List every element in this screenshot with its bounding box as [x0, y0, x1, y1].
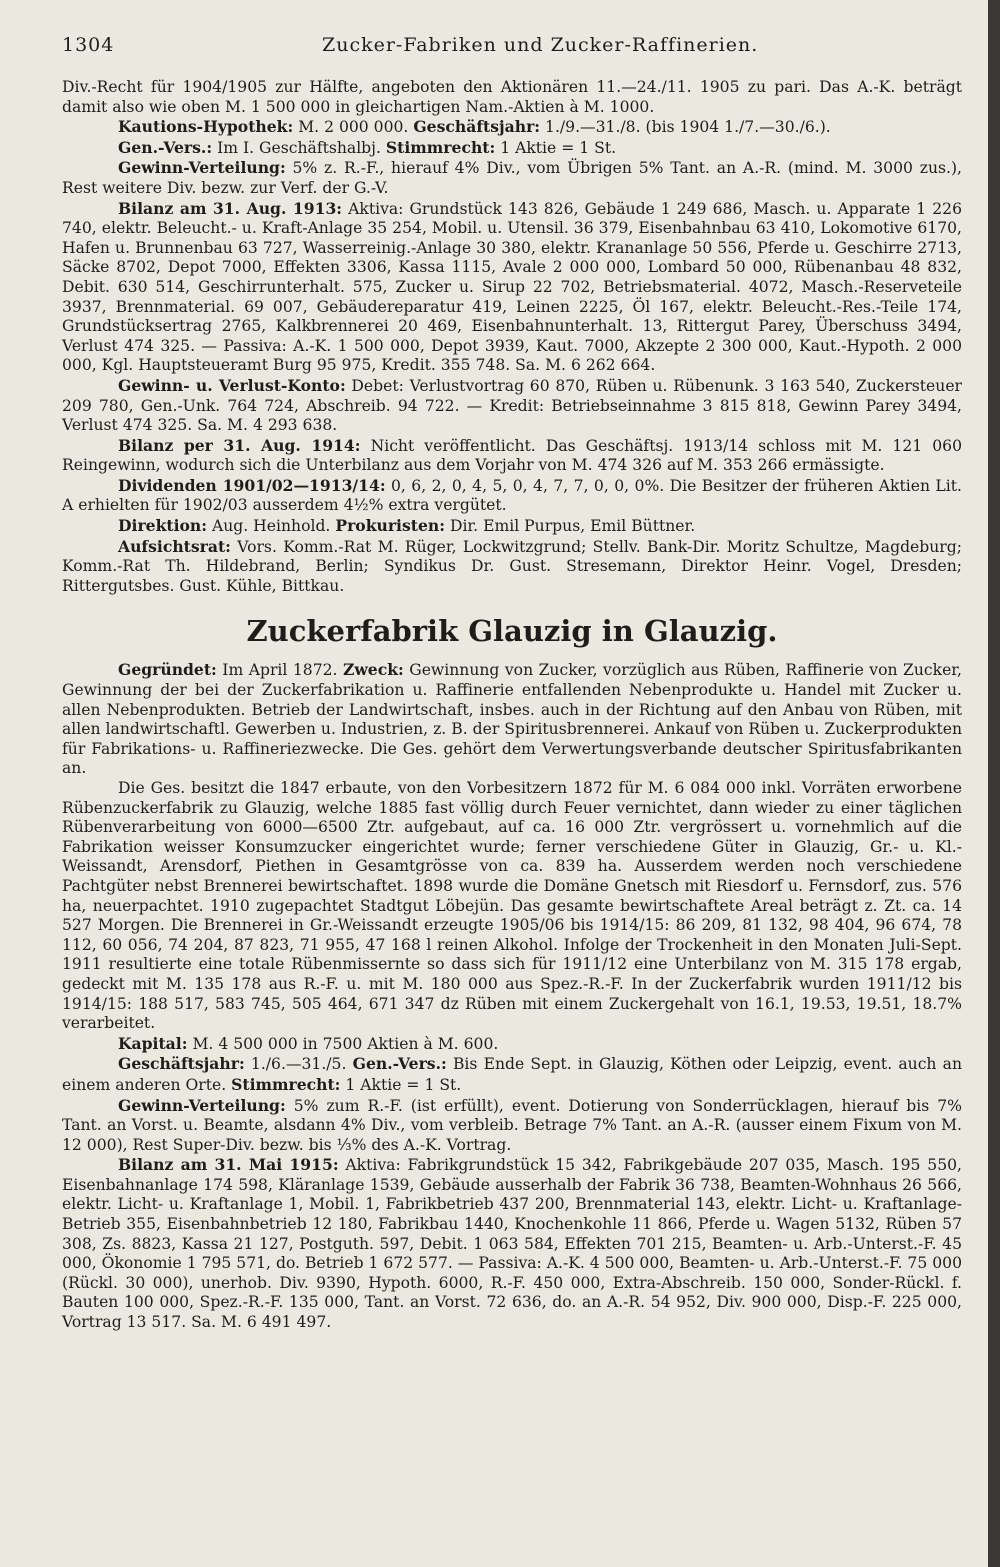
paragraph-gen-vers: Gen.-Vers.: Im I. Geschäftshalbj. Stimmrecht: 1 Aktie = 1 St. — [118, 137, 617, 157]
page-edge-shadow — [988, 0, 1000, 1567]
paragraph-dividenden: Dividenden 1901/02—1913/14: 0, 6, 2, 0, 4, 5, 0, 4, 7, 7, 0, 0, 0%. Die Besitzer der früheren Aktien Lit. A erhielten für 1902/03 ausserdem 4½% extra vergütet. — [62, 475, 962, 515]
paragraph-geschaeftsjahr: Geschäftsjahr: 1./6.—31./5. Gen.-Vers.: Bis Ende Sept. in Glauzig, Köthen oder Leipzig, event. auch an einem anderen Orte. Stimmrecht: 1 Aktie = 1 St. — [62, 1054, 963, 1094]
paragraph-aufsichtsrat: Aufsichtsrat: Vors. Komm.-Rat M. Rüger, Lockwitzgrund; Stellv. Bank-Dir. Moritz Schultze, Magdeburg; Komm.-Rat Th. Hildebrand, Berlin; Syndikus Dr. Gust. Stresemann, Direktor Heinr. Vogel, Dresden; Rittergutsbes. Gust. Kühle, Bittkau. — [62, 536, 962, 595]
paragraph-gegruendet: Gegründet: Im April 1872. Zweck: Gewinnung von Zucker, vorzüglich aus Rüben, Raffinerie von Zucker, Gewinnung der bei der Zuckerfabrikation u. Raffinerie entfallenden Nebenprodukte u. Handel mit Zucker u. allen Nebenprodukten. Betrieb der Landwirtschaft, insbes. auch in der Richtung auf den Anbau von Rüben, mit allen landwirtschaftl. Gewerben u. Industrien, z. B. der Spiritusbrennerei. Ankauf von Rüben u. Zuckerprodukten für Fabrikations- u. Raffineriezwecke. Die Ges. gehört dem Verwertungsverbande deutscher Spiritusfabrikanten an. — [62, 660, 962, 778]
paragraph-bilanz-1914: Bilanz per 31. Aug. 1914: Nicht veröffentlicht. Das Geschäftsj. 1913/14 schloss mit M. 121 060 Reingewinn, wodurch sich die Unterbilanz aus dem Vorjahr von M. 474 326 auf M. 353 266 ermässigte. — [62, 435, 962, 475]
previous-company-section — [62, 78, 962, 1333]
company-title: Zuckerfabrik Glauzig in Glauzig. — [246, 614, 778, 649]
paragraph-bilanz-1915: Bilanz am 31. Mai 1915: Aktiva: Fabrikgrundstück 15 342, Fabrikgebäude 207 035, Masch. 195 550, Eisenbahnanlage 174 598, Kläranlage 1539, Gebäude ausserhalb der Fabrik 36 738, Beamten-Wohnhaus 26 566, elektr. Licht- u. Kraftanlage 1, Mobil. 1, Fabrikbetrieb 437 200, Brennmaterial 143, elektr. Licht- u. Kraftanlage-Betrieb 355, Eisenbahnbetrieb 12 180, Fabrikbau 1440, Knochenkohle 11 866, Pferde u. Wagen 5132, Rüben 57 308, Zs. 8823, Kassa 21 127, Postguth. 597, Debit. 1 063 584, Effekten 701 215, Beamten- u. Arb.-Unterst.-F. 45 000, Ökonomie 1 795 571, do. Betrieb 1 672 577. — Passiva: A.-K. 4 500 000, Beamten- u. Arb.-Unterst.-F. 75 000 (Rückl. 30 000), unerhob. Div. 9390, Hypoth. 6000, R.-F. 450 000, Extra-Abschreib. 150 000, Sonder-Rückl. f. Bauten 100 000, Spez.-R.-F. 135 000, Tant. an Vorst. 72 636, do. an A.-R. 54 952, Div. 900 000, Disp.-F. 225 000, Vortrag 13 517. Sa. M. 6 491 497. — [62, 1155, 962, 1332]
paragraph-gewinn-verteilung: Gewinn-Verteilung: 5% z. R.-F., hierauf 4% Div., vom Übrigen 5% Tant. an A.-R. (mind. M. 3000 zus.), Rest weitere Div. bezw. zur Verf. der G.-V. — [62, 158, 962, 197]
paragraph-gewinn-verlust-konto: Gewinn- u. Verlust-Konto: Debet: Verlustvortrag 60 870, Rüben u. Rübenunk. 3 163 540, Zuckersteuer 209 780, Gen.-Unk. 764 724, Abschreib. 94 722. — Kredit: Betriebseinnahme 3 815 818, Gewinn Parey 3494, Verlust 474 325. Sa. M. 4 293 638. — [62, 375, 962, 435]
paragraph-bilanz-1913: Bilanz am 31. Aug. 1913: Aktiva: Grundstück 143 826, Gebäude 1 249 686, Masch. u. Apparate 1 226 740, elektr. Beleucht.- u. Kraft-Anlage 35 254, Mobil. u. Utensil. 36 379, Eisenbahnbau 63 410, Lokomotive 6170, Hafen u. Brunnenbau 63 727, Wasserreinig.-Anlage 30 380, elektr. Krananlage 50 556, Pferde u. Geschirre 2713, Säcke 8702, Depot 7000, Effekten 3306, Kassa 1115, Avale 2 000 000, Lombard 50 000, Rübenanbau 48 832, Debit. 630 514, Geschirrunterhalt. 575, Zucker u. Sirup 22 702, Betriebsmaterial. 4072, Masch.-Reserveteile 3937, Brennmaterial. 69 007, Gebäudereparatur 419, Leinen 2225, Öl 167, elektr. Beleucht.-Res.-Teile 174, Grundstücksertrag 2765, Kalkbrennerei 20 469, Eisenbahnunterhalt. 13, Rittergut Parey, Überschuss 3494, Verlust 474 325. — Passiva: A.-K. 1 500 000, Depot 3939, Kaut. 7000, Akzepte 2 300 000, Kaut.-Hypoth. 2 000 000, Kgl. Hauptsteueramt Burg 95 975, Kredit. 355 748. Sa. M. 6 262 664. — [62, 198, 963, 375]
paragraph-besitz: Die Ges. besitzt die 1847 erbaute, von den Vorbesitzern 1872 für M. 6 084 000 inkl. Vorräten erworbene Rübenzuckerfabrik zu Glauzig, welche 1885 fast völlig durch Feuer vernichtet, dann wieder zu einer täglichen Rübenverarbeitung von 6000—6500 Ztr. aufgebaut, auf ca. 16 000 Ztr. vergrössert u. vornehmlich auf die Fabrikation weisser Konsumzucker eingerichtet wurde; ferner verschiedene Güter in Glauzig, Gr.- u. Kl.-Weissandt, Arensdorf, Piethen in Gesamtgrösse von ca. 839 ha. Ausserdem werden noch verschiedene Pachtgüter nebst Brennerei bewirtschaftet. 1898 wurde die Domäne Gnetsch mit Riesdorf u. Fernsdorf, zus. 576 ha, neuerpachtet. 1910 zugepachtet Stadtgut Löbejün. Das gesamte bewirtschaftete Areal beträgt z. Zt. ca. 14 527 Morgen. Die Brennerei in Gr.-Weissandt erzeugte 1905/06 bis 1914/15: 86 209, 81 132, 98 404, 96 674, 78 112, 60 056, 74 204, 87 823, 71 955, 47 168 l reinen Alkohol. Infolge der Trockenheit in den Monaten Juli-Sept. 1911 resultierte eine totale Rübenmissernte so dass sich für 1911/12 eine Unterbilanz von M. 315 178 ergab, gedeckt mit M. 135 178 aus R.-F. u. mit M. 180 000 aus Spez.-R.-F. In der Zuckerfabrik wurden 1911/12 bis 1914/15: 188 517, 583 745, 505 464, 671 347 dz Rüben mit einem Zuckergehalt von 16.1, 19.53, 19.51, 18.7% verarbeitet. — [62, 779, 962, 1033]
paragraph-gewinn-verteilung-glauzig: Gewinn-Verteilung: 5% zum R.-F. (ist erfüllt), event. Dotierung von Sonderrücklagen, hierauf bis 7% Tant. an Vorst. u. Beamte, alsdann 4% Div., vom verbleib. Betrage 7% Tant. an A.-R. (ausser einem Fixum von M. 12 000), Rest Super-Div. bezw. bis ⅓% des A.-K. Vortrag. — [62, 1095, 962, 1154]
page-number: 1304 — [62, 34, 115, 56]
paragraph-dividend-right: Div.-Recht für 1904/1905 zur Hälfte, angeboten den Aktionären 11.—24./11. 1905 zu pari. Das A.-K. beträgt damit also wie oben M. 1 500 000 in gleichartigen Nam.-Aktien à M. 1000. — [62, 78, 962, 116]
running-title: Zucker-Fabriken und Zucker-Raffinerien. — [322, 34, 759, 56]
paragraph-kapital: Kapital: M. 4 500 000 in 7500 Aktien à M. 600. — [118, 1033, 499, 1053]
paragraph-direktion: Direktion: Aug. Heinhold. Prokuristen: Dir. Emil Purpus, Emil Büttner. — [118, 516, 696, 536]
paragraph-kaution: Kautions-Hypothek: M. 2 000 000. Geschäftsjahr: 1./9.—31./8. (bis 1904 1./7.—30./6.). — [118, 117, 831, 137]
